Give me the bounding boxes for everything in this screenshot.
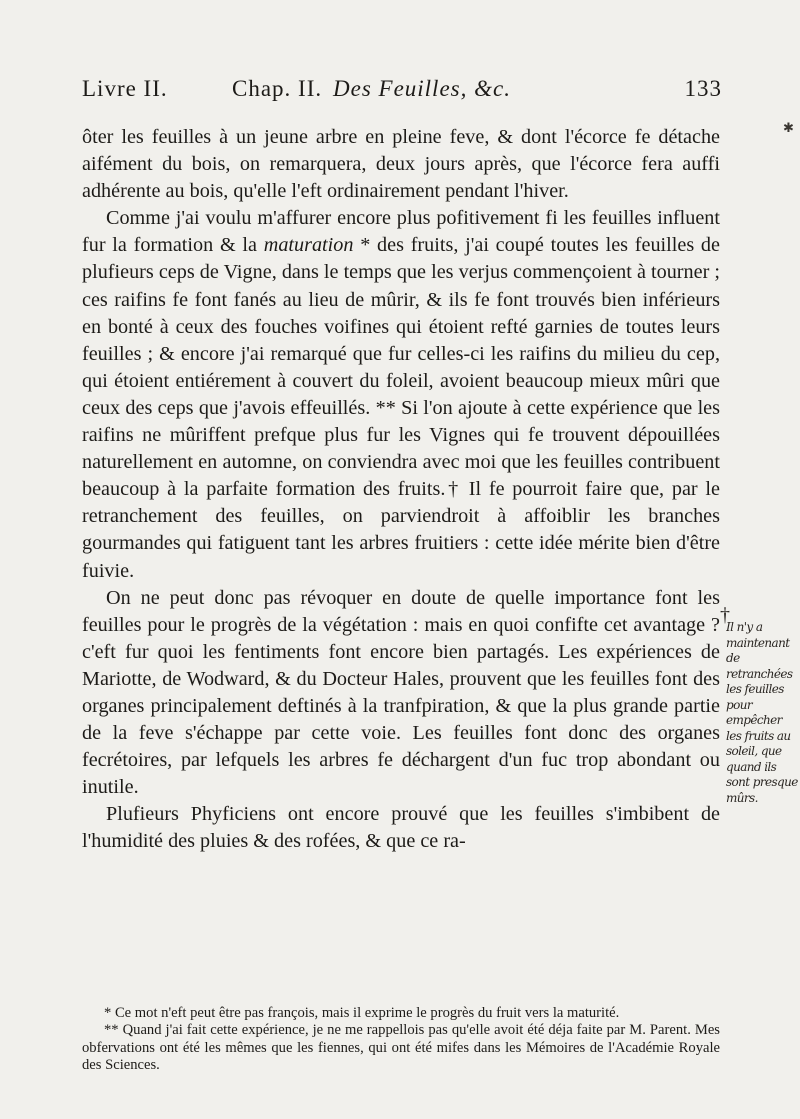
paragraph-4: Plufieurs Phyficiens ont encore prouvé que les feuilles s'imbibent de l'humidité des pluies & des rofées, & que ce ra-	[82, 803, 720, 853]
main-text	[82, 124, 720, 856]
paragraph-1: ôter les feuilles à un jeune arbre en pleine feve, & dont l'écorce fe détache aifément du bois, on remarquera, deux jours après, que l'écorce fera auffi adhérente au bois, qu'elle l'eft ordinairement pendant l'hiver.	[82, 126, 720, 203]
footnote-2: ** Quand j'ai fait cette expérience, je ne me rappellois pas qu'elle avoit été déja faite par M. Parent. Mes obfervations ont été les mêmes que les fiennes, qui ont été mifes dans les Mémoires de l'Académie Royale des Sciences.	[82, 1022, 720, 1074]
page-number: 133	[684, 76, 722, 101]
paragraph-2-start: Comme j'ai voulu m'affurer encore plus pofitivement fi les feuilles influent fur la formation & la	[82, 207, 720, 257]
italic-term: maturation	[263, 234, 354, 257]
header-chapter: Chap. II.	[232, 76, 323, 101]
margin-star-mark: ✱	[783, 120, 794, 135]
footnotes	[82, 1005, 720, 1075]
footnote-1: * Ce mot n'eft peut être pas françois, mais il exprime le progrès du fruit vers la maturité.	[104, 1005, 620, 1021]
paragraph-3: On ne peut donc pas révoquer en doute de quelle importance font les feuilles pour le progrès de la végétation : mais en quoi confifte cet avantage ? c'eft fur quoi les fentiments font encore bien partagés. Les expériences de Mariotte, de Wodward, & du Docteur Hales, prouvent que les feuilles font des organes principalement deftinés à la tranfpiration, & que la plus grande partie de la feve s'échappe par cette voie. Les feuilles font donc des organes fecrétoires, par lefquels les arbres fe déchargent d'un fuc trop abondant ou inutile.	[82, 586, 720, 799]
handwritten-margin-note: Il n'y a maintenant de retranchées les feuilles pour empêcher les fruits au soleil, que quand ils sont presque mûrs.	[726, 620, 798, 805]
header-book: Livre II.	[82, 76, 168, 101]
paragraph-2	[82, 205, 720, 584]
margin-dagger-mark: †	[720, 604, 730, 626]
paragraph-2-rest: * des fruits, j'ai coupé toutes les feuilles de plufieurs ceps de Vigne, dans le temps que les verjus commençoient à tourner ; ces raifins fe font fanés au lieu de mûrir, & ils fe font trouvés bien inférieurs en bonté à ceux des fouches voifines qui étoient refté garnies de toutes leurs feuilles ; & encore j'ai remarqué que fur celles-ci les raifins du milieu du cep, qui étoient entiérement à couvert du foleil, avoient beaucoup mieux mûri que ceux des ceps que j'avois effeuillés. ** Si l'on ajoute à cette expérience que les raifins ne mûriffent prefque plus fur les Vignes qui fe trouvent dépouillées naturellement en automne, on conviendra avec moi que les feuilles contribuent beaucoup à la parfaite formation des fruits.† Il fe pourroit faire que, par le retranchement des feuilles, on parviendroit à affoiblir les branches gourmandes qui fatiguent tant les arbres fruitiers : cette idée mérite bien d'être fuivie.	[82, 234, 720, 582]
header-title: Des Feuilles, &c.	[333, 76, 511, 101]
running-header	[82, 76, 722, 110]
